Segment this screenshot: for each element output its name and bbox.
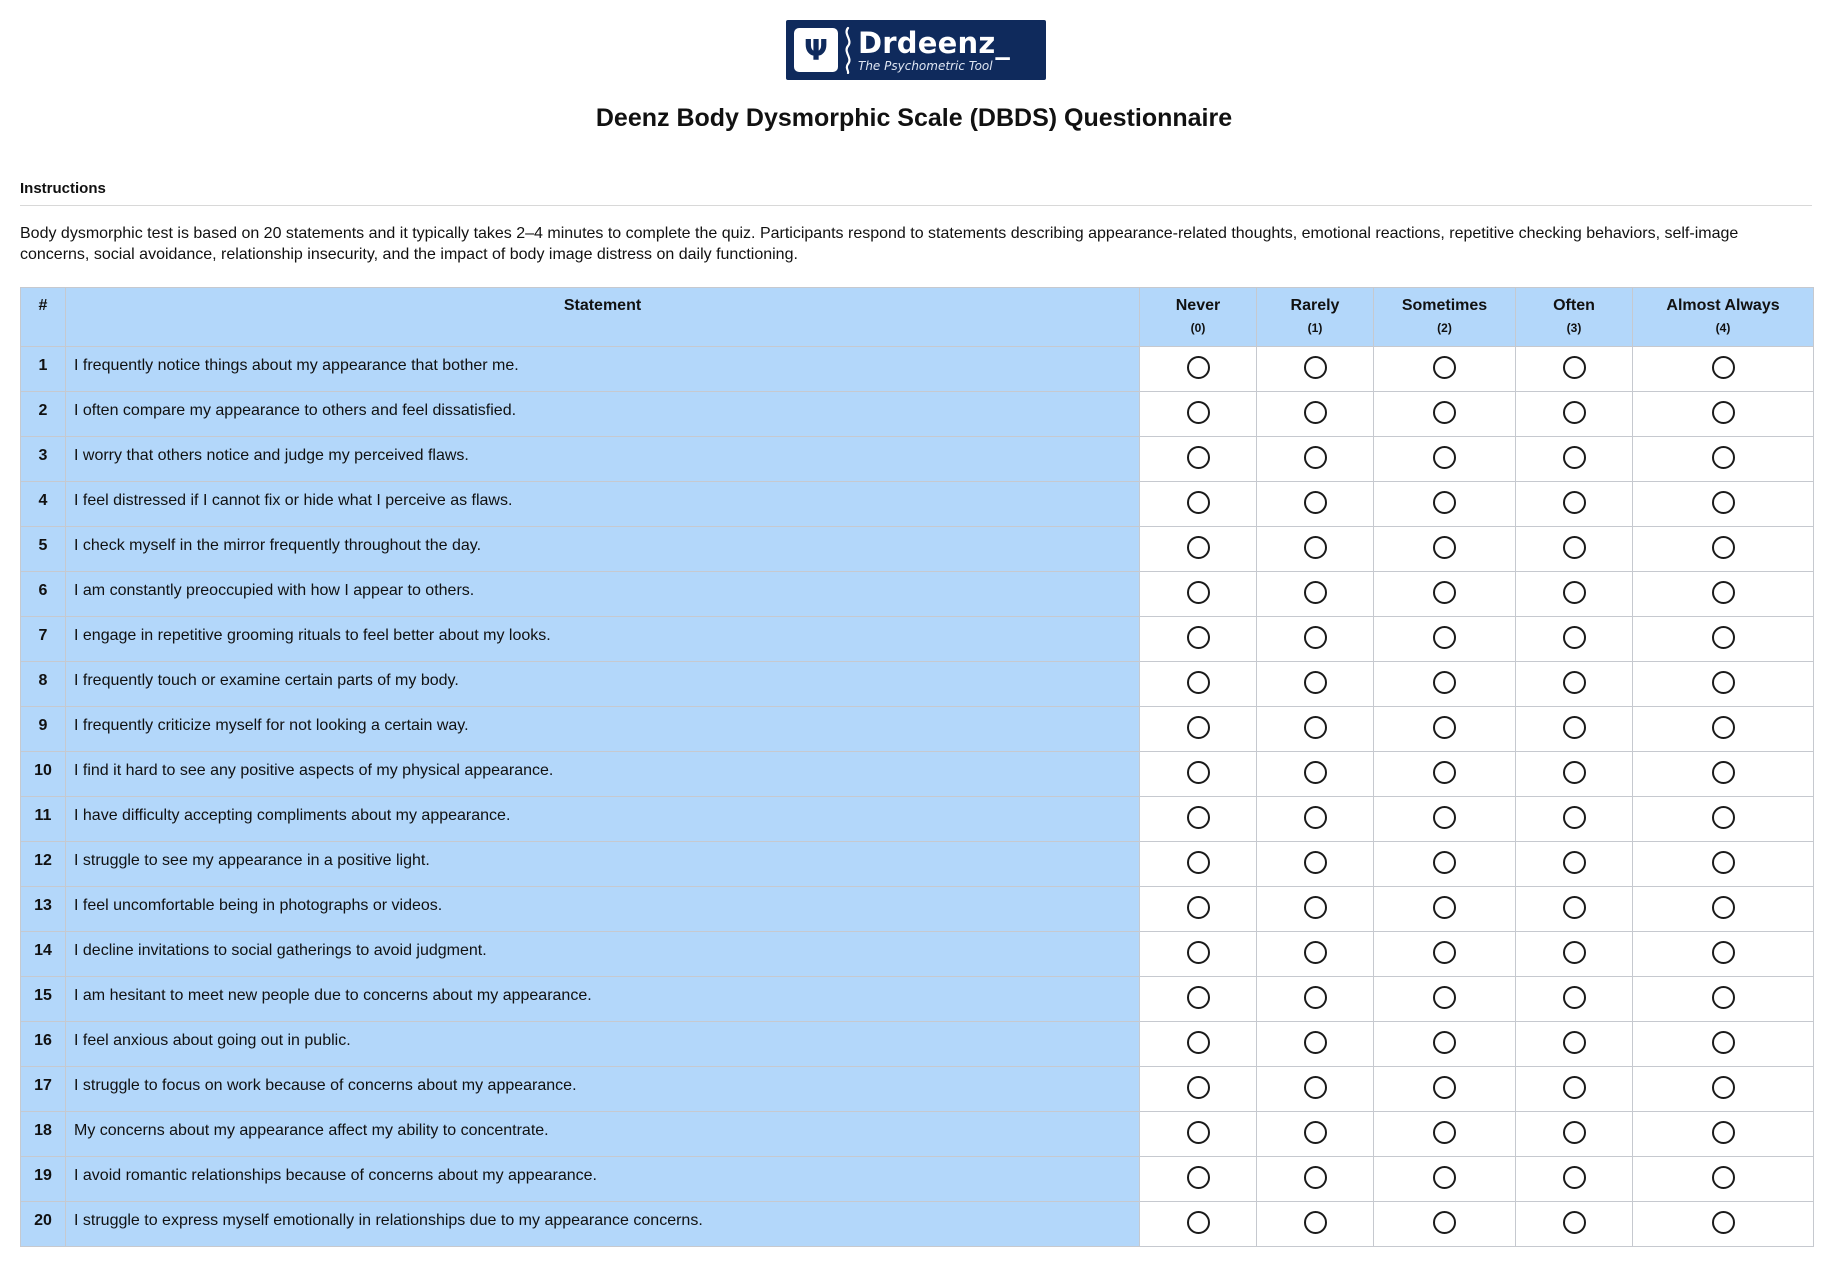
answer-cell[interactable] xyxy=(1516,527,1633,572)
answer-radio[interactable] xyxy=(1304,896,1327,919)
column-header-option xyxy=(1140,288,1257,347)
question-statement: I feel uncomfortable being in photographs or videos. xyxy=(66,887,1140,932)
question-number: 18 xyxy=(21,1112,66,1157)
answer-radio[interactable] xyxy=(1433,536,1456,559)
answer-cell[interactable] xyxy=(1633,707,1814,752)
answer-radio[interactable] xyxy=(1712,446,1735,469)
answer-cell[interactable] xyxy=(1516,1067,1633,1112)
answer-radio[interactable] xyxy=(1563,626,1586,649)
answer-radio[interactable] xyxy=(1712,986,1735,1009)
answer-cell[interactable] xyxy=(1257,437,1374,482)
question-number: 4 xyxy=(21,482,66,527)
answer-radio[interactable] xyxy=(1187,626,1210,649)
questionnaire-table xyxy=(20,287,1814,1247)
answer-cell[interactable] xyxy=(1633,617,1814,662)
column-header-option xyxy=(1374,288,1516,347)
answer-cell[interactable] xyxy=(1516,1112,1633,1157)
answer-cell[interactable] xyxy=(1633,392,1814,437)
answer-cell[interactable] xyxy=(1257,977,1374,1022)
answer-radio[interactable] xyxy=(1187,761,1210,784)
answer-cell[interactable] xyxy=(1140,932,1257,977)
answer-radio[interactable] xyxy=(1433,671,1456,694)
question-number: 17 xyxy=(21,1067,66,1112)
answer-cell[interactable] xyxy=(1374,662,1516,707)
answer-radio[interactable] xyxy=(1304,986,1327,1009)
question-statement: I am hesitant to meet new people due to concerns about my appearance. xyxy=(66,977,1140,1022)
answer-cell[interactable] xyxy=(1516,797,1633,842)
answer-cell[interactable] xyxy=(1633,752,1814,797)
answer-cell[interactable] xyxy=(1140,887,1257,932)
answer-radio[interactable] xyxy=(1433,806,1456,829)
answer-radio[interactable] xyxy=(1433,1031,1456,1054)
answer-radio[interactable] xyxy=(1712,401,1735,424)
question-number: 7 xyxy=(21,617,66,662)
question-statement: I engage in repetitive grooming rituals to feel better about my looks. xyxy=(66,617,1140,662)
answer-radio[interactable] xyxy=(1433,491,1456,514)
answer-radio[interactable] xyxy=(1304,581,1327,604)
answer-cell[interactable] xyxy=(1516,482,1633,527)
question-statement: I struggle to see my appearance in a positive light. xyxy=(66,842,1140,887)
answer-radio[interactable] xyxy=(1563,1031,1586,1054)
answer-radio[interactable] xyxy=(1563,446,1586,469)
question-statement: I am constantly preoccupied with how I appear to others. xyxy=(66,572,1140,617)
answer-radio[interactable] xyxy=(1187,941,1210,964)
question-number: 11 xyxy=(21,797,66,842)
question-statement: I struggle to express myself emotionally in relationships due to my appearance concerns. xyxy=(66,1202,1140,1247)
table-row xyxy=(21,977,1814,1022)
answer-radio[interactable] xyxy=(1304,626,1327,649)
answer-cell[interactable] xyxy=(1257,1157,1374,1202)
answer-radio[interactable] xyxy=(1304,356,1327,379)
answer-cell[interactable] xyxy=(1374,842,1516,887)
answer-radio[interactable] xyxy=(1712,671,1735,694)
answer-radio[interactable] xyxy=(1187,1121,1210,1144)
answer-cell[interactable] xyxy=(1374,482,1516,527)
answer-radio[interactable] xyxy=(1187,581,1210,604)
question-number: 3 xyxy=(21,437,66,482)
table-row xyxy=(21,842,1814,887)
question-statement: I frequently touch or examine certain parts of my body. xyxy=(66,662,1140,707)
answer-radio[interactable] xyxy=(1304,851,1327,874)
answer-cell[interactable] xyxy=(1140,1112,1257,1157)
option-score: (1) xyxy=(1307,321,1323,335)
answer-radio[interactable] xyxy=(1712,896,1735,919)
answer-radio[interactable] xyxy=(1304,1211,1327,1234)
table-row xyxy=(21,1022,1814,1067)
question-number: 8 xyxy=(21,662,66,707)
answer-radio[interactable] xyxy=(1712,761,1735,784)
answer-radio[interactable] xyxy=(1563,716,1586,739)
question-number: 6 xyxy=(21,572,66,617)
answer-cell[interactable] xyxy=(1633,887,1814,932)
option-score: (4) xyxy=(1715,321,1731,335)
answer-radio[interactable] xyxy=(1712,626,1735,649)
answer-radio[interactable] xyxy=(1433,401,1456,424)
question-number: 19 xyxy=(21,1157,66,1202)
answer-cell[interactable] xyxy=(1140,617,1257,662)
answer-cell[interactable] xyxy=(1257,347,1374,392)
question-number: 13 xyxy=(21,887,66,932)
question-number: 14 xyxy=(21,932,66,977)
answer-radio[interactable] xyxy=(1187,986,1210,1009)
answer-cell[interactable] xyxy=(1140,1067,1257,1112)
question-statement: I struggle to focus on work because of concerns about my appearance. xyxy=(66,1067,1140,1112)
answer-cell[interactable] xyxy=(1516,1157,1633,1202)
answer-radio[interactable] xyxy=(1433,1166,1456,1189)
question-statement: I feel distressed if I cannot fix or hide what I perceive as flaws. xyxy=(66,482,1140,527)
answer-cell[interactable] xyxy=(1257,887,1374,932)
answer-radio[interactable] xyxy=(1563,896,1586,919)
answer-cell[interactable] xyxy=(1516,842,1633,887)
question-statement: I frequently criticize myself for not looking a certain way. xyxy=(66,707,1140,752)
answer-cell[interactable] xyxy=(1257,1022,1374,1067)
answer-cell[interactable] xyxy=(1140,392,1257,437)
answer-cell[interactable] xyxy=(1633,527,1814,572)
answer-radio[interactable] xyxy=(1187,671,1210,694)
table-header-row xyxy=(21,288,1814,347)
psi-icon: Ψ xyxy=(794,28,838,72)
answer-radio[interactable] xyxy=(1712,1166,1735,1189)
answer-cell[interactable] xyxy=(1257,1112,1374,1157)
answer-radio[interactable] xyxy=(1712,491,1735,514)
instructions-text: Body dysmorphic test is based on 20 statements and it typically takes 2–4 minutes to complete the quiz. Participants respond to statements describing appearance-related thoughts, emotional reactions, repetitive checking behaviors, self-image concerns, social avoidance, relationship insecurity, and the impact of body image distress on daily functioning. xyxy=(20,225,1739,263)
table-row xyxy=(21,572,1814,617)
answer-radio[interactable] xyxy=(1563,941,1586,964)
answer-radio[interactable] xyxy=(1304,761,1327,784)
answer-cell[interactable] xyxy=(1140,347,1257,392)
answer-radio[interactable] xyxy=(1187,491,1210,514)
answer-cell[interactable] xyxy=(1140,842,1257,887)
answer-radio[interactable] xyxy=(1712,1211,1735,1234)
answer-cell[interactable] xyxy=(1140,1157,1257,1202)
answer-radio[interactable] xyxy=(1563,356,1586,379)
answer-radio[interactable] xyxy=(1304,671,1327,694)
answer-radio[interactable] xyxy=(1563,581,1586,604)
answer-cell[interactable] xyxy=(1257,1202,1374,1247)
answer-radio[interactable] xyxy=(1304,1121,1327,1144)
answer-cell[interactable] xyxy=(1374,347,1516,392)
answer-radio[interactable] xyxy=(1187,536,1210,559)
answer-radio[interactable] xyxy=(1187,1031,1210,1054)
answer-cell[interactable] xyxy=(1257,842,1374,887)
answer-cell[interactable] xyxy=(1516,1202,1633,1247)
question-number: 15 xyxy=(21,977,66,1022)
column-header-number: # xyxy=(21,288,66,347)
option-label: Almost Always xyxy=(1666,297,1780,314)
answer-cell[interactable] xyxy=(1374,977,1516,1022)
answer-radio[interactable] xyxy=(1712,851,1735,874)
answer-cell[interactable] xyxy=(1516,347,1633,392)
answer-radio[interactable] xyxy=(1187,401,1210,424)
answer-cell[interactable] xyxy=(1257,752,1374,797)
answer-radio[interactable] xyxy=(1563,986,1586,1009)
table-row xyxy=(21,482,1814,527)
question-number: 5 xyxy=(21,527,66,572)
answer-radio[interactable] xyxy=(1433,716,1456,739)
answer-radio[interactable] xyxy=(1712,536,1735,559)
answer-cell[interactable] xyxy=(1374,1022,1516,1067)
wave-divider-icon xyxy=(842,26,854,74)
answer-radio[interactable] xyxy=(1563,1166,1586,1189)
answer-radio[interactable] xyxy=(1304,1031,1327,1054)
answer-cell[interactable] xyxy=(1257,662,1374,707)
answer-cell[interactable] xyxy=(1516,977,1633,1022)
answer-cell[interactable] xyxy=(1140,527,1257,572)
option-label: Often xyxy=(1553,297,1595,314)
answer-radio[interactable] xyxy=(1563,536,1586,559)
answer-cell[interactable] xyxy=(1374,932,1516,977)
option-score: (2) xyxy=(1437,321,1452,335)
brand-logo xyxy=(786,20,1046,80)
question-statement: I find it hard to see any positive aspects of my physical appearance. xyxy=(66,752,1140,797)
answer-radio[interactable] xyxy=(1433,1211,1456,1234)
answer-cell[interactable] xyxy=(1516,437,1633,482)
answer-radio[interactable] xyxy=(1304,401,1327,424)
answer-cell[interactable] xyxy=(1516,392,1633,437)
question-statement: I avoid romantic relationships because of concerns about my appearance. xyxy=(66,1157,1140,1202)
answer-cell[interactable] xyxy=(1633,437,1814,482)
answer-radio[interactable] xyxy=(1433,761,1456,784)
answer-radio[interactable] xyxy=(1433,1121,1456,1144)
answer-radio[interactable] xyxy=(1187,851,1210,874)
answer-radio[interactable] xyxy=(1563,1121,1586,1144)
table-row xyxy=(21,662,1814,707)
table-row xyxy=(21,707,1814,752)
answer-radio[interactable] xyxy=(1433,896,1456,919)
answer-radio[interactable] xyxy=(1712,716,1735,739)
answer-cell[interactable] xyxy=(1257,797,1374,842)
answer-radio[interactable] xyxy=(1712,1076,1735,1099)
answer-radio[interactable] xyxy=(1433,356,1456,379)
question-statement: I feel anxious about going out in public. xyxy=(66,1022,1140,1067)
option-label: Sometimes xyxy=(1401,297,1488,314)
answer-cell[interactable] xyxy=(1516,662,1633,707)
answer-cell[interactable] xyxy=(1257,572,1374,617)
answer-cell[interactable] xyxy=(1633,1112,1814,1157)
table-row xyxy=(21,392,1814,437)
answer-radio[interactable] xyxy=(1433,446,1456,469)
answer-radio[interactable] xyxy=(1433,851,1456,874)
answer-cell[interactable] xyxy=(1633,1067,1814,1112)
answer-cell[interactable] xyxy=(1374,617,1516,662)
table-row xyxy=(21,1202,1814,1247)
answer-cell[interactable] xyxy=(1516,932,1633,977)
answer-radio[interactable] xyxy=(1433,941,1456,964)
answer-radio[interactable] xyxy=(1304,806,1327,829)
answer-cell[interactable] xyxy=(1516,1022,1633,1067)
answer-radio[interactable] xyxy=(1563,671,1586,694)
answer-radio[interactable] xyxy=(1187,356,1210,379)
answer-cell[interactable] xyxy=(1140,662,1257,707)
answer-radio[interactable] xyxy=(1712,941,1735,964)
answer-cell[interactable] xyxy=(1633,482,1814,527)
question-statement: I frequently notice things about my appearance that bother me. xyxy=(66,347,1140,392)
answer-cell[interactable] xyxy=(1633,797,1814,842)
answer-cell[interactable] xyxy=(1516,617,1633,662)
column-header-option xyxy=(1516,288,1633,347)
question-number: 10 xyxy=(21,752,66,797)
answer-cell[interactable] xyxy=(1257,1067,1374,1112)
question-statement: My concerns about my appearance affect my ability to concentrate. xyxy=(66,1112,1140,1157)
page-title: Deenz Body Dysmorphic Scale (DBDS) Questionnaire xyxy=(595,104,1233,132)
answer-radio[interactable] xyxy=(1563,806,1586,829)
table-row xyxy=(21,932,1814,977)
column-header-option xyxy=(1633,288,1814,347)
answer-radio[interactable] xyxy=(1187,1076,1210,1099)
answer-cell[interactable] xyxy=(1374,797,1516,842)
brand-name: Drdeenz_ xyxy=(858,25,1011,60)
question-number: 20 xyxy=(21,1202,66,1247)
answer-cell[interactable] xyxy=(1374,1067,1516,1112)
answer-cell[interactable] xyxy=(1374,1157,1516,1202)
answer-radio[interactable] xyxy=(1563,491,1586,514)
answer-cell[interactable] xyxy=(1257,482,1374,527)
answer-cell[interactable] xyxy=(1257,392,1374,437)
answer-cell[interactable] xyxy=(1633,572,1814,617)
answer-cell[interactable] xyxy=(1140,752,1257,797)
answer-radio[interactable] xyxy=(1712,1031,1735,1054)
answer-cell[interactable] xyxy=(1633,977,1814,1022)
instructions-heading: Instructions xyxy=(20,180,1812,206)
answer-cell[interactable] xyxy=(1140,977,1257,1022)
answer-radio[interactable] xyxy=(1187,896,1210,919)
table-row xyxy=(21,617,1814,662)
answer-cell[interactable] xyxy=(1374,1112,1516,1157)
answer-cell[interactable] xyxy=(1257,617,1374,662)
answer-cell[interactable] xyxy=(1633,347,1814,392)
answer-cell[interactable] xyxy=(1633,842,1814,887)
brand-tagline: The Psychometric Tool xyxy=(858,58,993,73)
option-score: (0) xyxy=(1190,321,1206,335)
answer-radio[interactable] xyxy=(1187,1211,1210,1234)
table-row xyxy=(21,1112,1814,1157)
answer-cell[interactable] xyxy=(1633,1202,1814,1247)
answer-radio[interactable] xyxy=(1563,851,1586,874)
answer-cell[interactable] xyxy=(1374,572,1516,617)
answer-radio[interactable] xyxy=(1304,1166,1327,1189)
table-row xyxy=(21,1067,1814,1112)
question-number: 2 xyxy=(21,392,66,437)
answer-cell[interactable] xyxy=(1516,752,1633,797)
answer-radio[interactable] xyxy=(1187,1166,1210,1189)
question-number: 12 xyxy=(21,842,66,887)
answer-radio[interactable] xyxy=(1304,446,1327,469)
answer-radio[interactable] xyxy=(1433,626,1456,649)
option-score: (3) xyxy=(1566,321,1582,335)
answer-cell[interactable] xyxy=(1633,1022,1814,1067)
answer-radio[interactable] xyxy=(1712,356,1735,379)
answer-cell[interactable] xyxy=(1257,527,1374,572)
question-number: 9 xyxy=(21,707,66,752)
answer-radio[interactable] xyxy=(1712,581,1735,604)
option-label: Never xyxy=(1175,297,1221,314)
table-row xyxy=(21,797,1814,842)
answer-radio[interactable] xyxy=(1563,1211,1586,1234)
answer-cell[interactable] xyxy=(1140,437,1257,482)
option-label: Rarely xyxy=(1290,297,1340,314)
answer-cell[interactable] xyxy=(1140,707,1257,752)
answer-radio[interactable] xyxy=(1433,1076,1456,1099)
question-statement: I decline invitations to social gatherings to avoid judgment. xyxy=(66,932,1140,977)
column-header-option xyxy=(1257,288,1374,347)
answer-radio[interactable] xyxy=(1187,716,1210,739)
answer-radio[interactable] xyxy=(1712,1121,1735,1144)
answer-cell[interactable] xyxy=(1633,932,1814,977)
answer-cell[interactable] xyxy=(1257,932,1374,977)
answer-cell[interactable] xyxy=(1257,707,1374,752)
question-statement: I worry that others notice and judge my perceived flaws. xyxy=(66,437,1140,482)
answer-cell[interactable] xyxy=(1516,707,1633,752)
answer-radio[interactable] xyxy=(1563,761,1586,784)
answer-cell[interactable] xyxy=(1374,437,1516,482)
answer-radio[interactable] xyxy=(1304,716,1327,739)
table-row xyxy=(21,887,1814,932)
question-statement: I check myself in the mirror frequently throughout the day. xyxy=(66,527,1140,572)
table-row xyxy=(21,347,1814,392)
answer-radio[interactable] xyxy=(1563,401,1586,424)
answer-cell[interactable] xyxy=(1374,527,1516,572)
answer-cell[interactable] xyxy=(1374,392,1516,437)
question-statement: I have difficulty accepting compliments about my appearance. xyxy=(66,797,1140,842)
table-row xyxy=(21,437,1814,482)
answer-cell[interactable] xyxy=(1140,482,1257,527)
answer-radio[interactable] xyxy=(1304,491,1327,514)
answer-cell[interactable] xyxy=(1374,752,1516,797)
table-row xyxy=(21,1157,1814,1202)
answer-cell[interactable] xyxy=(1516,572,1633,617)
table-row xyxy=(21,527,1814,572)
answer-radio[interactable] xyxy=(1433,581,1456,604)
answer-radio[interactable] xyxy=(1304,941,1327,964)
answer-cell[interactable] xyxy=(1374,707,1516,752)
answer-cell[interactable] xyxy=(1374,1202,1516,1247)
answer-cell[interactable] xyxy=(1633,662,1814,707)
answer-radio[interactable] xyxy=(1712,806,1735,829)
answer-cell[interactable] xyxy=(1140,797,1257,842)
answer-radio[interactable] xyxy=(1433,986,1456,1009)
answer-cell[interactable] xyxy=(1140,572,1257,617)
answer-cell[interactable] xyxy=(1633,1157,1814,1202)
answer-radio[interactable] xyxy=(1187,806,1210,829)
answer-radio[interactable] xyxy=(1563,1076,1586,1099)
question-statement: I often compare my appearance to others and feel dissatisfied. xyxy=(66,392,1140,437)
answer-radio[interactable] xyxy=(1304,536,1327,559)
table-row xyxy=(21,752,1814,797)
answer-radio[interactable] xyxy=(1304,1076,1327,1099)
column-header-statement: Statement xyxy=(66,288,1140,347)
answer-cell[interactable] xyxy=(1516,887,1633,932)
answer-cell[interactable] xyxy=(1140,1202,1257,1247)
question-number: 16 xyxy=(21,1022,66,1067)
answer-cell[interactable] xyxy=(1140,1022,1257,1067)
question-number: 1 xyxy=(21,347,66,392)
answer-radio[interactable] xyxy=(1187,446,1210,469)
answer-cell[interactable] xyxy=(1374,887,1516,932)
